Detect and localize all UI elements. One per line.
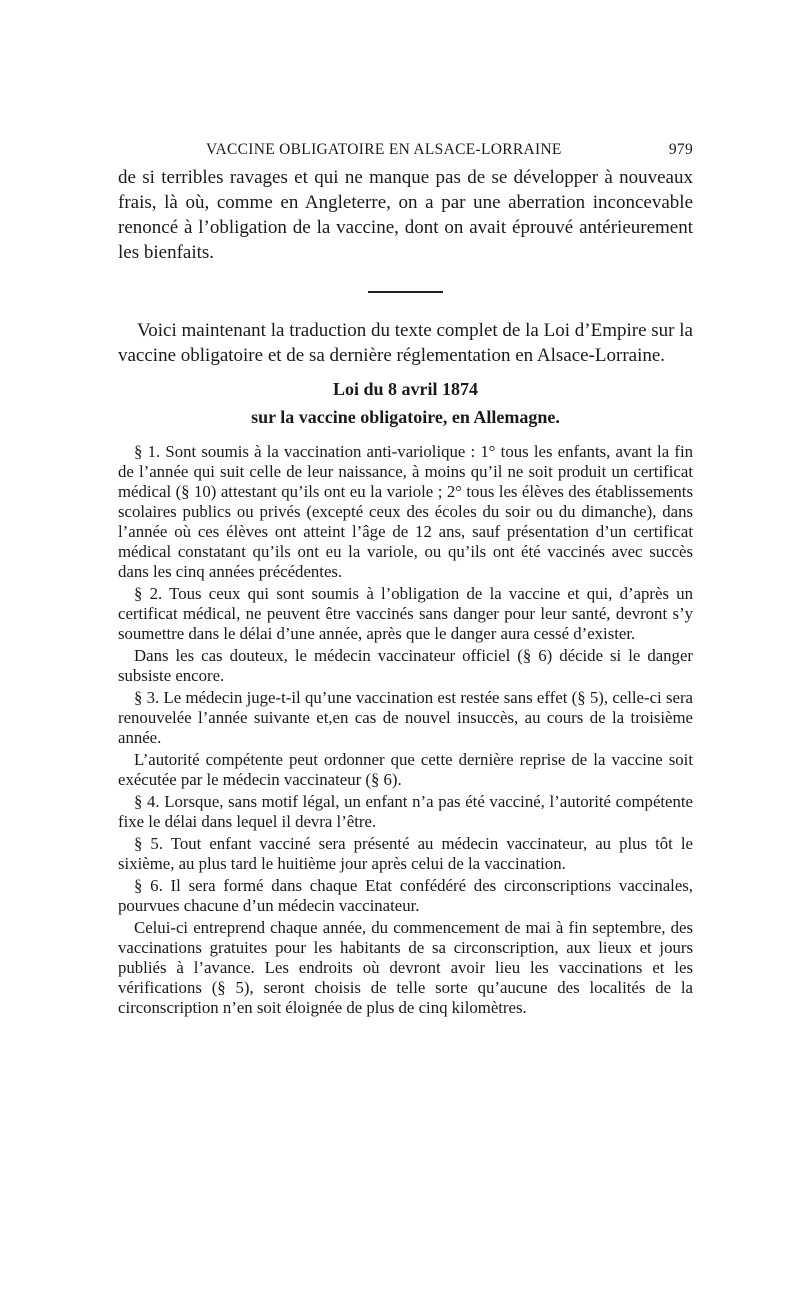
running-header <box>118 141 693 165</box>
intro-section <box>118 165 693 368</box>
law-paragraph-2: § 2. Tous ceux qui sont soumis à l’obligation de la vaccine et qui, d’après un certificat médical, ne peuvent être vaccinés sans danger pour leur santé, devront s’y soumettre dans le délai d’une année, après que le danger aura cessé d’exister. <box>118 584 693 643</box>
page-number: 979 <box>668 141 693 158</box>
law-subtitle: sur la vaccine obligatoire, en Allemagne. <box>251 407 560 427</box>
continuation-paragraph: de si terribles ravages et qui ne manque pas de se développer à nouveaux frais, là où, comme en Angleterre, on a par une aberration inconcevable renoncé à l’obligation de la vaccine, dont on avait éprouvé antérieurement les bienfaits. <box>118 167 693 263</box>
law-paragraph-7: § 5. Tout enfant vacciné sera présenté au médecin vaccinateur, au plus tôt le sixième, au plus tard le huitième jour après celui de la vaccination. <box>118 834 693 873</box>
transition-paragraph: Voici maintenant la traduction du texte complet de la Loi d’Empire sur la vaccine obligatoire et de sa dernière réglementation en Alsace-Lorraine. <box>118 320 693 366</box>
section-divider <box>368 291 443 293</box>
law-paragraph-8: § 6. Il sera formé dans chaque Etat confédéré des circonscriptions vaccinales, pourvues chacune d’un médecin vaccinateur. <box>118 876 693 915</box>
book-page <box>118 141 693 1020</box>
law-paragraph-3: Dans les cas douteux, le médecin vaccinateur officiel (§ 6) décide si le danger subsiste encore. <box>118 646 693 685</box>
law-paragraph-1: § 1. Sont soumis à la vaccination anti-variolique : 1° tous les enfants, avant la fin de l’année qui suit celle de leur naissance, à moins qu’il ne soit produit un certificat médical (§ 10) attestant qu’ils ont eu la variole ; 2° tous les élèves des établissements scolaires publics ou privés (excepté ceux des écoles du soir ou du dimanche), dans l’année où ces élèves ont atteint l’âge de 12 ans, sauf présentation d’un certificat médical constatant qu’ils ont eu la variole, ou qu’ils ont été vaccinés avec succès dans les cinq années précédentes. <box>118 442 693 581</box>
law-paragraph-6: § 4. Lorsque, sans motif légal, un enfant n’a pas été vacciné, l’autorité compétente fixe le délai dans lequel il devra l’être. <box>118 792 693 831</box>
running-title: VACCINE OBLIGATOIRE EN ALSACE-LORRAINE <box>206 141 562 158</box>
law-body <box>118 442 693 1018</box>
law-title: Loi du 8 avril 1874 <box>332 379 479 399</box>
law-paragraph-9: Celui-ci entreprend chaque année, du commencement de mai à fin septembre, des vaccinations gratuites pour les habitants de sa circonscription, aux lieux et jours publiés à l’avance. Les endroits où devront avoir lieu les vaccinations et les vérifications (§ 5), seront choisis de telle sorte qu’aucune des localités de la circonscription n’en soit éloignée de plus de cinq kilomètres. <box>118 918 693 1017</box>
law-paragraph-4: § 3. Le médecin juge-t-il qu’une vaccination est restée sans effet (§ 5), celle-ci sera renouvelée l’année suivante et,en cas de nouvel insuccès, au cours de la troisième année. <box>118 688 693 747</box>
law-paragraph-5: L’autorité compétente peut ordonner que cette dernière reprise de la vaccine soit exécutée par le médecin vaccinateur (§ 6). <box>118 750 693 789</box>
